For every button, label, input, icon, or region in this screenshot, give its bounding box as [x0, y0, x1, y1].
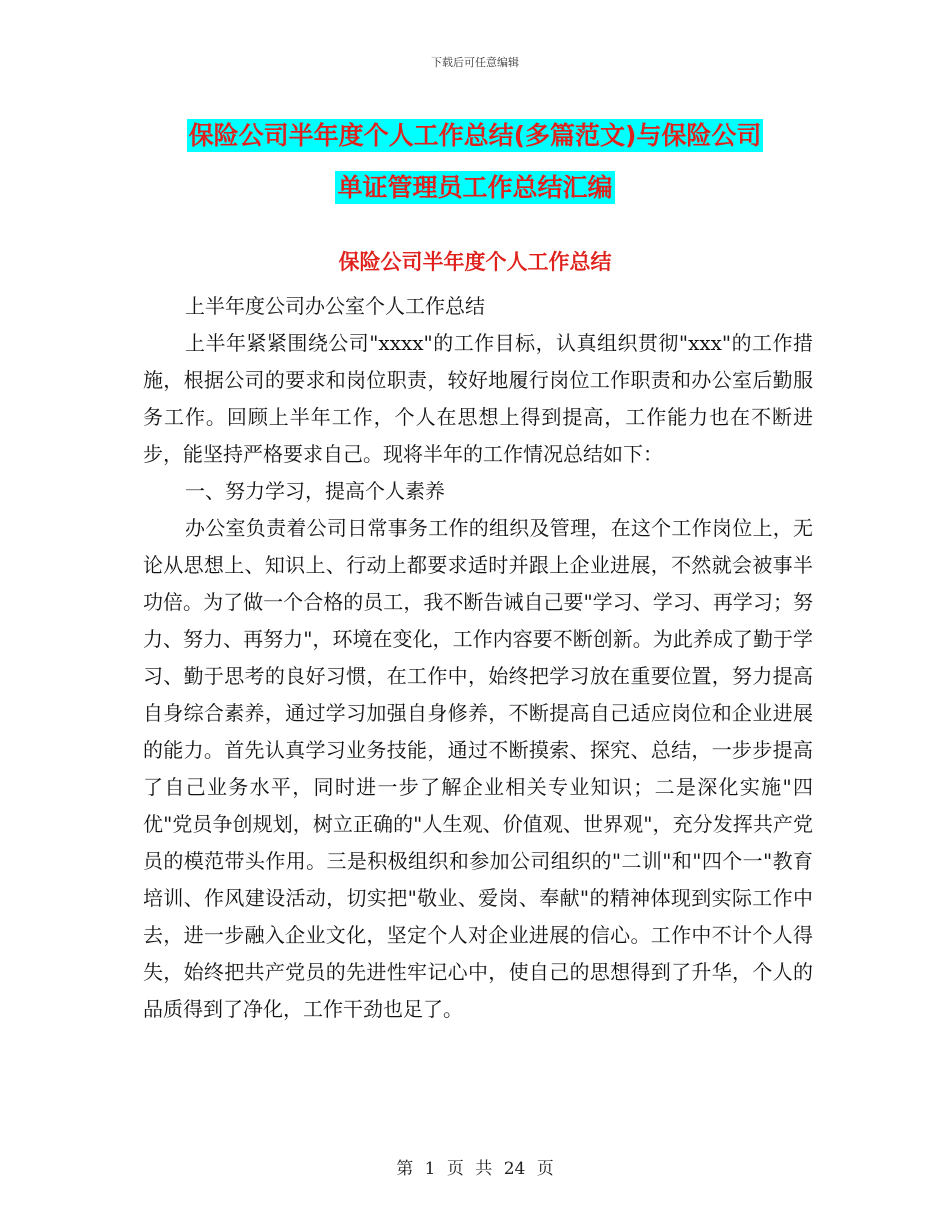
paragraph-intro: 上半年紧紧围绕公司"xxxx"的工作目标，认真组织贯彻"xxx"的工作措施，根据公司的要求和岗位职责，较好地履行岗位工作职责和办公室后勤服务工作。回顾上半年工作，个人在思想上得到提高，工作能力也在不断进步，能坚持严格要求自己。现将半年的工作情况总结如下：: [143, 331, 813, 466]
document-title: [120, 110, 830, 214]
paragraph-body-1: 办公室负责着公司日常事务工作的组织及管理，在这个工作岗位上，无论从思想上、知识上、行动上都要求适时并跟上企业进展，不然就会被事半功倍。为了做一个合格的员工，我不断告诫自己要"学习、学习、再学习；努力、努力、再努力"，环境在变化，工作内容要不断创新。为此养成了勤于学习、勤于思考的良好习惯，在工作中，始终把学习放在重要位置，努力提高自身综合素养，通过学习加强自身修养，不断提高自己适应岗位和企业进展的能力。首先认真学习业务技能，通过不断摸索、探究、总结，一步步提高了自己业务水平，同时进一步了解企业相关专业知识；二是深化实施"四优"党员争创规划，树立正确的"人生观、价值观、世界观"，充分发挥共产党员的模范带头作用。三是积极组织和参加公司组织的"二训"和"四个一"教育培训、作风建设活动，切实把"敬业、爱岗、奉献"的精神体现到实际工作中去，进一步融入企业文化，坚定个人对企业进展的信心。工作中不计个人得失，始终把共产党员的先进性牢记心中，使自己的思想得到了升华，个人的品质得到了净化，工作干劲也足了。: [143, 516, 813, 1021]
section-title: 保险公司半年度个人工作总结: [338, 250, 612, 274]
paragraph-heading-1: 一、努力学习，提高个人素养: [185, 479, 445, 503]
paragraph-subtitle: 上半年度公司办公室个人工作总结: [185, 294, 485, 318]
document-title-line-2: 单证管理员工作总结汇编: [337, 173, 613, 202]
page-footer: 第 1 页 共 24 页: [396, 1159, 554, 1179]
document-body: [143, 288, 813, 1028]
header-note: 下载后可任意编辑: [431, 56, 519, 69]
document-title-line-1: 保险公司半年度个人工作总结(多篇范文)与保险公司: [188, 121, 762, 150]
